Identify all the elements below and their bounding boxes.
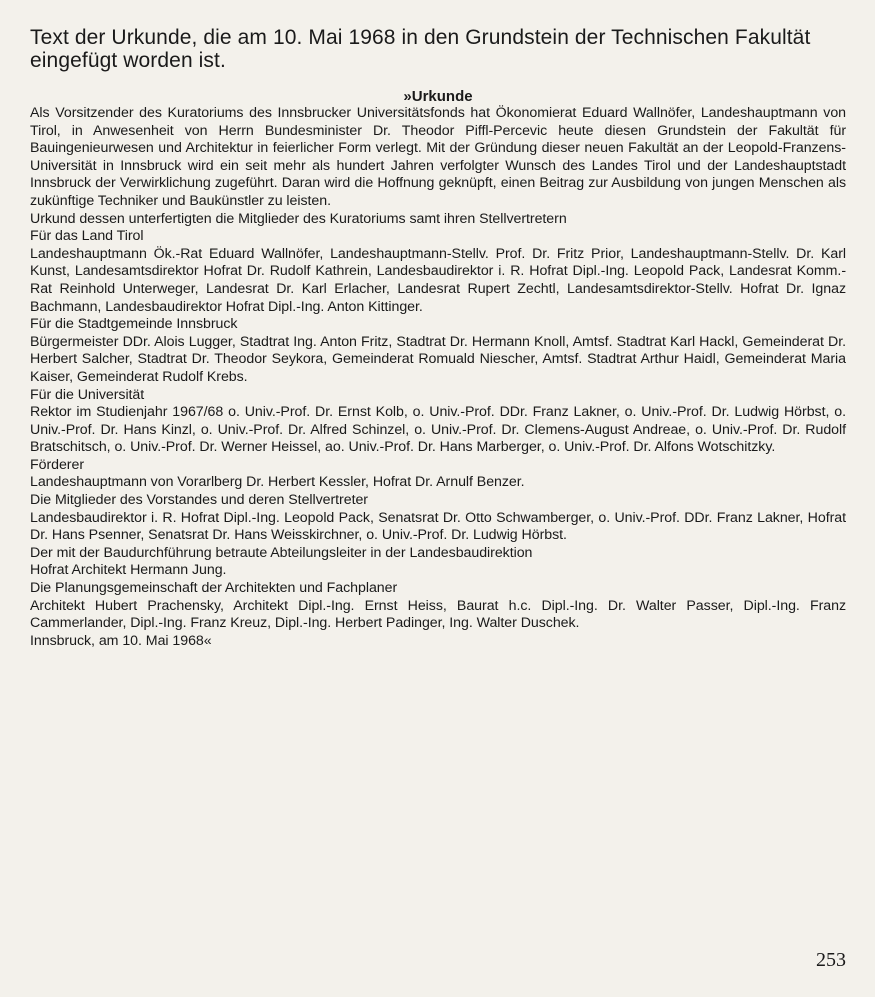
intro-paragraph: Als Vorsitzender des Kuratoriums des Innsbrucker Universitätsfonds hat Ökonomierat Eduard Wallnöfer, Landeshauptmann von Tirol, in Anwesenheit von Herrn Bundesminister Dr. Theodor Piffl-Percevic heute diesen Grundstein der Fakultät für Bauingenieurwesen und Architektur in feierlicher Form verlegt. Mit der Gründung dieser neuen Fakultät an der Leopold-Franzens-Universität in Innsbruck wird ein seit mehr als hundert Jahren verfolgter Wunsch des Landes Tirol und der Landeshauptstadt Innsbruck der Verwirklichung zugeführt. Daran wird die Hoffnung geknüpft, einen Beitrag zur Ausbildung von jungen Menschen als zukünftige Techniker und Baukünstler zu leisten. [30, 105, 846, 209]
signatories-planungsgemeinschaft: Architekt Hubert Prachensky, Architekt Dipl.-Ing. Ernst Heiss, Baurat h.c. Dipl.-Ing. Dr. Walter Passer, Dipl.-Ing. Franz Cammerlander, Dipl.-Ing. Franz Kreuz, Dipl.-Ing. Herbert Padinger, Ing. Walter Duschek. [30, 597, 846, 632]
signatories-foerderer: Landeshauptmann von Vorarlberg Dr. Herbert Kessler, Hofrat Dr. Arnulf Benzer. [30, 474, 525, 491]
signatories-universitaet: Rektor im Studienjahr 1967/68 o. Univ.-Prof. Dr. Ernst Kolb, o. Univ.-Prof. DDr. Franz Lakner, o. Univ.-Prof. Dr. Ludwig Hörbst, o. Univ.-Prof. Dr. Hans Kinzl, o. Univ.-Prof. Dr. Alfred Schinzel, o. Univ.-Prof. Dr. Clemens-August Andreae, o. Univ.-Prof. Dr. Rudolf Bratschitsch, o. Univ.-Prof. Dr. Werner Heissel, ao. Univ.-Prof. Dr. Hans Marberger, o. Univ.-Prof. Dr. Alfons Wotschitzky. [30, 404, 846, 456]
signatories-vorstand: Landesbaudirektor i. R. Hofrat Dipl.-Ing. Leopold Pack, Senatsrat Dr. Otto Schwamberger, o. Univ.-Prof. DDr. Franz Lakner, Hofrat Dr. Hans Psenner, Senatsrat Dr. Hans Weisskirchner, o. Univ.-Prof. Dr. Ludwig Hörbst. [30, 509, 846, 544]
document-body [30, 105, 846, 650]
place-and-date: Innsbruck, am 10. Mai 1968« [30, 632, 212, 649]
section-heading-stadtgemeinde: Für die Stadtgemeinde Innsbruck [30, 316, 238, 333]
section-heading-vorstand: Die Mitglieder des Vorstandes und deren Stellvertreter [30, 492, 368, 509]
section-heading-universitaet: Für die Universität [30, 386, 145, 403]
page-number: 253 [816, 949, 846, 971]
signatories-land-tirol: Landeshauptmann Ök.-Rat Eduard Wallnöfer, Landeshauptmann-Stellv. Prof. Dr. Fritz Prior, Landeshauptmann-Stellv. Dr. Karl Kunst, Landesamtsdirektor Hofrat Dr. Rudolf Kathrein, Landesbaudirektor i. R. Hofrat Dipl.-Ing. Leopold Pack, Landesrat Komm.-Rat Reinhold Unterweger, Landesrat Dr. Karl Erlacher, Landesrat Rupert Zechtl, Landesamtsdirektor-Stellv. Hofrat Dr. Ignaz Bachmann, Landesbaudirektor Hofrat Dipl.-Ing. Anton Kittinger. [30, 245, 846, 315]
section-heading-land-tirol: Für das Land Tirol [30, 228, 144, 245]
signatory-abteilungsleiter: Hofrat Architekt Hermann Jung. [30, 562, 227, 579]
page-heading: Text der Urkunde, die am 10. Mai 1968 in den Grundstein der Technischen Fakultät eingefügt worden ist. [30, 26, 811, 72]
section-heading-abteilungsleiter: Der mit der Baudurchführung betraute Abteilungsleiter in der Landesbaudirektion [30, 544, 533, 561]
signatories-stadtgemeinde: Bürgermeister DDr. Alois Lugger, Stadtrat Ing. Anton Fritz, Stadtrat Dr. Hermann Knoll, Amtsf. Stadtrat Karl Hackl, Gemeinderat Dr. Herbert Salcher, Stadtrat Dr. Theodor Seykora, Gemeinderat Romuald Niescher, Amtsf. Stadtrat Arthur Haidl, Gemeinderat Maria Kaiser, Gemeinderat Rudolf Krebs. [30, 333, 846, 385]
section-heading-planungsgemeinschaft: Die Planungsgemeinschaft der Architekten und Fachplaner [30, 580, 398, 597]
document-title: »Urkunde [403, 88, 473, 105]
signing-statement: Urkund dessen unterfertigten die Mitglieder des Kuratoriums samt ihren Stellvertretern [30, 210, 567, 227]
section-heading-foerderer: Förderer [30, 456, 85, 473]
